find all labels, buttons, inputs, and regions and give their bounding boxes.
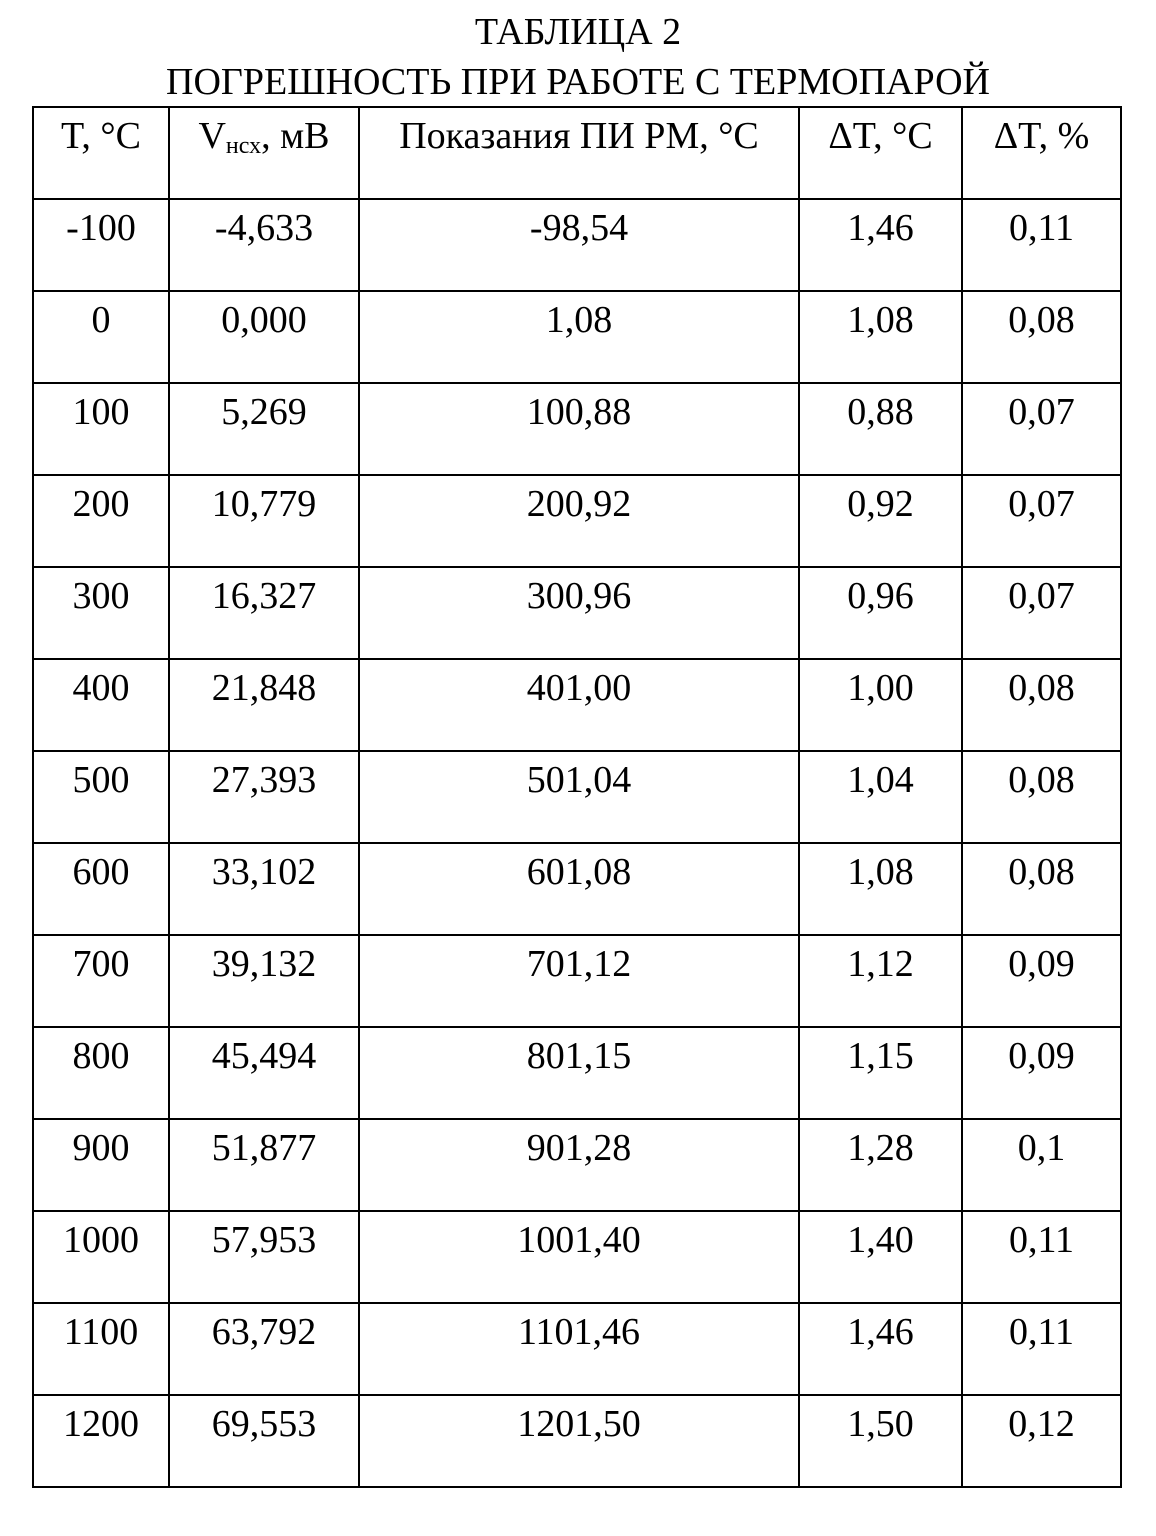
cell-voltage: 16,327	[169, 567, 359, 659]
header-voltage-symbol: V	[198, 115, 226, 157]
cell-delta-celsius: 0,88	[799, 383, 962, 475]
cell-delta-percent: 0,07	[962, 567, 1121, 659]
cell-temperature: 300	[33, 567, 169, 659]
header-voltage	[169, 107, 359, 199]
cell-voltage: 27,393	[169, 751, 359, 843]
table-body	[33, 199, 1121, 1487]
cell-temperature: 900	[33, 1119, 169, 1211]
cell-voltage: 21,848	[169, 659, 359, 751]
header-row	[33, 107, 1121, 199]
cell-reading: 100,88	[359, 383, 799, 475]
table-row	[33, 1395, 1121, 1487]
cell-delta-celsius: 1,00	[799, 659, 962, 751]
cell-voltage: 57,953	[169, 1211, 359, 1303]
cell-delta-percent: 0,09	[962, 1027, 1121, 1119]
cell-reading: 801,15	[359, 1027, 799, 1119]
cell-delta-celsius: 1,08	[799, 291, 962, 383]
cell-temperature: 800	[33, 1027, 169, 1119]
header-delta-percent: ΔT, %	[962, 107, 1121, 199]
cell-temperature: 400	[33, 659, 169, 751]
cell-delta-percent: 0,08	[962, 751, 1121, 843]
table-title: ПОГРЕШНОСТЬ ПРИ РАБОТЕ С ТЕРМОПАРОЙ	[166, 61, 990, 103]
table-row	[33, 843, 1121, 935]
cell-reading: 401,00	[359, 659, 799, 751]
cell-reading: -98,54	[359, 199, 799, 291]
cell-delta-celsius: 1,50	[799, 1395, 962, 1487]
cell-voltage: 0,000	[169, 291, 359, 383]
cell-delta-percent: 0,09	[962, 935, 1121, 1027]
cell-reading: 300,96	[359, 567, 799, 659]
table-row	[33, 291, 1121, 383]
cell-temperature: 700	[33, 935, 169, 1027]
cell-delta-percent: 0,08	[962, 843, 1121, 935]
table-row	[33, 751, 1121, 843]
cell-delta-celsius: 1,46	[799, 1303, 962, 1395]
cell-temperature: 1100	[33, 1303, 169, 1395]
cell-voltage: 39,132	[169, 935, 359, 1027]
cell-reading: 901,28	[359, 1119, 799, 1211]
table-row	[33, 1211, 1121, 1303]
cell-voltage: -4,633	[169, 199, 359, 291]
cell-delta-celsius: 1,15	[799, 1027, 962, 1119]
cell-temperature: 500	[33, 751, 169, 843]
cell-reading: 1201,50	[359, 1395, 799, 1487]
cell-delta-percent: 0,1	[962, 1119, 1121, 1211]
cell-voltage: 10,779	[169, 475, 359, 567]
header-temperature: T, °С	[33, 107, 169, 199]
cell-voltage: 51,877	[169, 1119, 359, 1211]
cell-delta-celsius: 1,04	[799, 751, 962, 843]
cell-voltage: 33,102	[169, 843, 359, 935]
table-row	[33, 199, 1121, 291]
cell-temperature: 100	[33, 383, 169, 475]
error-table	[32, 106, 1122, 1488]
cell-voltage: 45,494	[169, 1027, 359, 1119]
cell-delta-percent: 0,08	[962, 659, 1121, 751]
cell-reading: 200,92	[359, 475, 799, 567]
table-row	[33, 383, 1121, 475]
header-voltage-subscript: нсх	[225, 133, 262, 159]
cell-voltage: 5,269	[169, 383, 359, 475]
cell-delta-celsius: 1,40	[799, 1211, 962, 1303]
cell-voltage: 63,792	[169, 1303, 359, 1395]
cell-temperature: 1000	[33, 1211, 169, 1303]
cell-delta-celsius: 1,08	[799, 843, 962, 935]
cell-delta-celsius: 1,46	[799, 199, 962, 291]
table-row	[33, 659, 1121, 751]
cell-temperature: 200	[33, 475, 169, 567]
cell-reading: 601,08	[359, 843, 799, 935]
table-row	[33, 935, 1121, 1027]
cell-delta-percent: 0,08	[962, 291, 1121, 383]
cell-delta-celsius: 0,92	[799, 475, 962, 567]
cell-delta-celsius: 1,12	[799, 935, 962, 1027]
header-reading: Показания ПИ РМ, °С	[359, 107, 799, 199]
cell-delta-percent: 0,11	[962, 1211, 1121, 1303]
cell-delta-percent: 0,11	[962, 199, 1121, 291]
cell-delta-celsius: 1,28	[799, 1119, 962, 1211]
cell-temperature: 600	[33, 843, 169, 935]
cell-reading: 501,04	[359, 751, 799, 843]
table-row	[33, 567, 1121, 659]
cell-temperature: 0	[33, 291, 169, 383]
cell-reading: 1101,46	[359, 1303, 799, 1395]
cell-voltage: 69,553	[169, 1395, 359, 1487]
table-row	[33, 1027, 1121, 1119]
table-number: ТАБЛИЦА 2	[474, 11, 682, 53]
cell-reading: 1001,40	[359, 1211, 799, 1303]
cell-temperature: 1200	[33, 1395, 169, 1487]
cell-delta-percent: 0,07	[962, 475, 1121, 567]
cell-delta-percent: 0,07	[962, 383, 1121, 475]
cell-delta-percent: 0,12	[962, 1395, 1121, 1487]
cell-temperature: -100	[33, 199, 169, 291]
cell-delta-celsius: 0,96	[799, 567, 962, 659]
table-row	[33, 1303, 1121, 1395]
header-delta-celsius: ΔT, °С	[799, 107, 962, 199]
cell-reading: 1,08	[359, 291, 799, 383]
cell-delta-percent: 0,11	[962, 1303, 1121, 1395]
table-row	[33, 475, 1121, 567]
table-row	[33, 1119, 1121, 1211]
header-voltage-unit: , мВ	[261, 115, 330, 157]
cell-reading: 701,12	[359, 935, 799, 1027]
